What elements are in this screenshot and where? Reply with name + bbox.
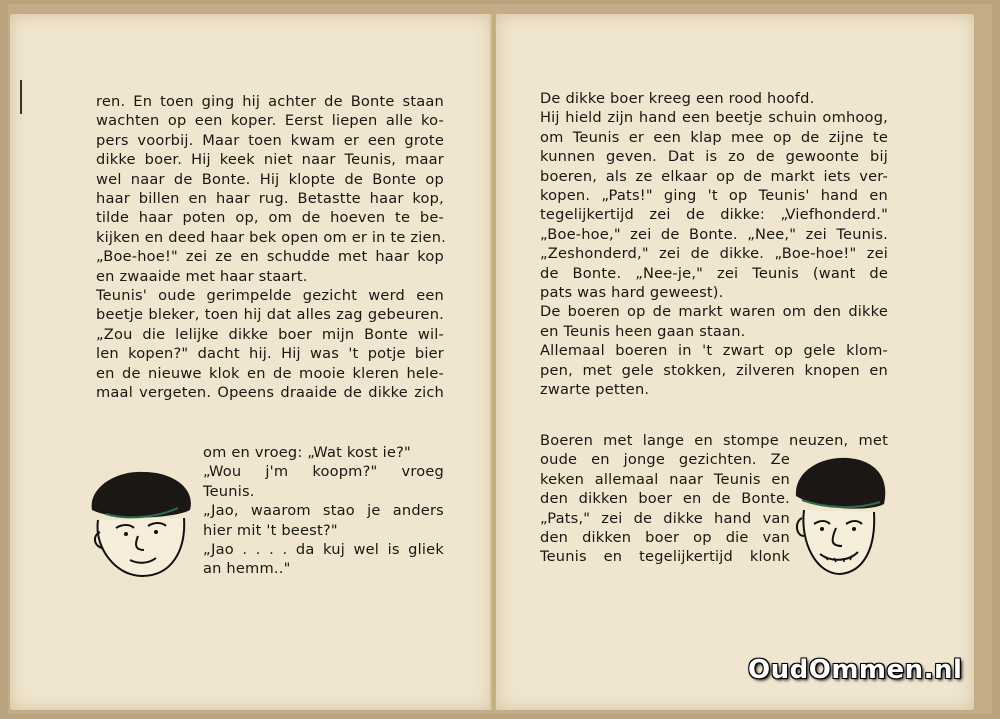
text-line: Teunis en tegelijkertijd klonk <box>540 548 790 566</box>
text-line: boeren, als ze elkaar op de markt iets ver- <box>540 167 888 185</box>
left-page-wrapped-text <box>203 443 444 579</box>
text-line: Allemaal boeren in 't zwart op gele klom- <box>540 342 888 360</box>
text-line: den dikken boer en de Bonte. <box>540 490 790 508</box>
text-line: len kopen?" dacht hij. Hij was 't potje bier <box>96 345 444 363</box>
text-line: De dikke boer kreeg een rood hoofd. <box>540 90 815 107</box>
text-line: pers voorbij. Maar toen kwam er een grote <box>96 131 444 149</box>
text-line: tegelijkertijd zei de dikke: „Viefhonderd." <box>540 206 888 224</box>
text-line: Boeren met lange en stompe neuzen, met <box>540 432 888 449</box>
text-line: pen, met gele stokken, zilveren knopen en <box>540 361 888 379</box>
text-line: „Zeshonderd," zei de dikke. „Boe-hoe!" zei <box>540 245 888 263</box>
text-line: kunnen geven. Dat is zo de gewoonte bij <box>540 148 888 166</box>
text-line: hier mit 't beest?" <box>203 521 338 539</box>
text-line: „Wou j'm koopm?" vroeg <box>203 463 444 481</box>
text-line: beetje bleker, toen hij dat alles zag gebeuren. <box>96 306 444 324</box>
text-line: om Teunis er een klap mee op de zijne te <box>540 128 888 146</box>
text-line: ren. En toen ging hij achter de Bonte staan <box>96 93 444 110</box>
text-line: zwarte petten. <box>540 381 650 399</box>
text-line: de Bonte. „Nee-je," zei Teunis (want de <box>540 264 888 282</box>
farmer-illustration <box>790 452 890 582</box>
page-edge-mark <box>20 80 22 114</box>
text-line: „Zou die lelijke dikke boer mijn Bonte wil- <box>96 325 444 343</box>
text-line: kopen. „Pats!" ging 't op Teunis' hand en <box>540 187 888 205</box>
text-line: „Jao, waarom stao je anders <box>203 502 444 520</box>
right-page-main-text <box>540 89 888 400</box>
text-line: om en vroeg: „Wat kost ie?" <box>203 444 411 461</box>
text-line: en de nieuwe klok en de mooie kleren hele- <box>96 364 444 382</box>
text-line: „Jao . . . . da kuj wel is gliek <box>203 541 444 559</box>
left-page-main-text <box>96 92 444 403</box>
right-page-wrapped-text <box>540 431 888 567</box>
text-line: en zwaaide met haar staart. <box>96 267 308 285</box>
text-line: oude en jonge gezichten. Ze <box>540 451 790 469</box>
text-line: wel naar de Bonte. Hij klopte de Bonte op <box>96 170 444 188</box>
text-line: „Boe-hoe," zei de Bonte. „Nee," zei Teunis. <box>540 225 888 243</box>
fat-farmer-illustration <box>86 458 198 582</box>
text-line: pats was hard geweest). <box>540 284 724 302</box>
text-line: dikke boer. Hij keek niet naar Teunis, maar <box>96 151 444 169</box>
text-line: Hij hield zijn hand een beetje schuin omhoog, <box>540 109 888 127</box>
text-line: wachten op een koper. Eerst liepen alle ko- <box>96 112 444 130</box>
watermark-logo: OudOmmen.nl <box>748 655 963 685</box>
text-line: „Boe-hoe!" zei ze en schudde met haar kop <box>96 248 444 266</box>
text-line: an hemm.." <box>203 560 291 578</box>
text-line: De boeren op de markt waren om den dikke <box>540 303 888 321</box>
text-line: kijken en deed haar bek open om er in te zien. <box>96 228 446 246</box>
text-line: „Pats," zei de dikke hand van <box>540 509 790 527</box>
text-line: maal vergeten. Opeens draaide de dikke zich <box>96 384 444 402</box>
text-line: den dikken boer op die van <box>540 529 790 547</box>
text-line: tilde haar poten op, om de hoeven te be- <box>96 209 444 227</box>
text-line: en Teunis heen gaan staan. <box>540 322 746 340</box>
text-line: haar billen en haar rug. Betastte haar kop, <box>96 190 444 208</box>
text-line: Teunis' oude gerimpelde gezicht werd een <box>96 287 444 305</box>
text-line: keken allemaal naar Teunis en <box>540 470 790 488</box>
text-line: Teunis. <box>203 482 255 500</box>
